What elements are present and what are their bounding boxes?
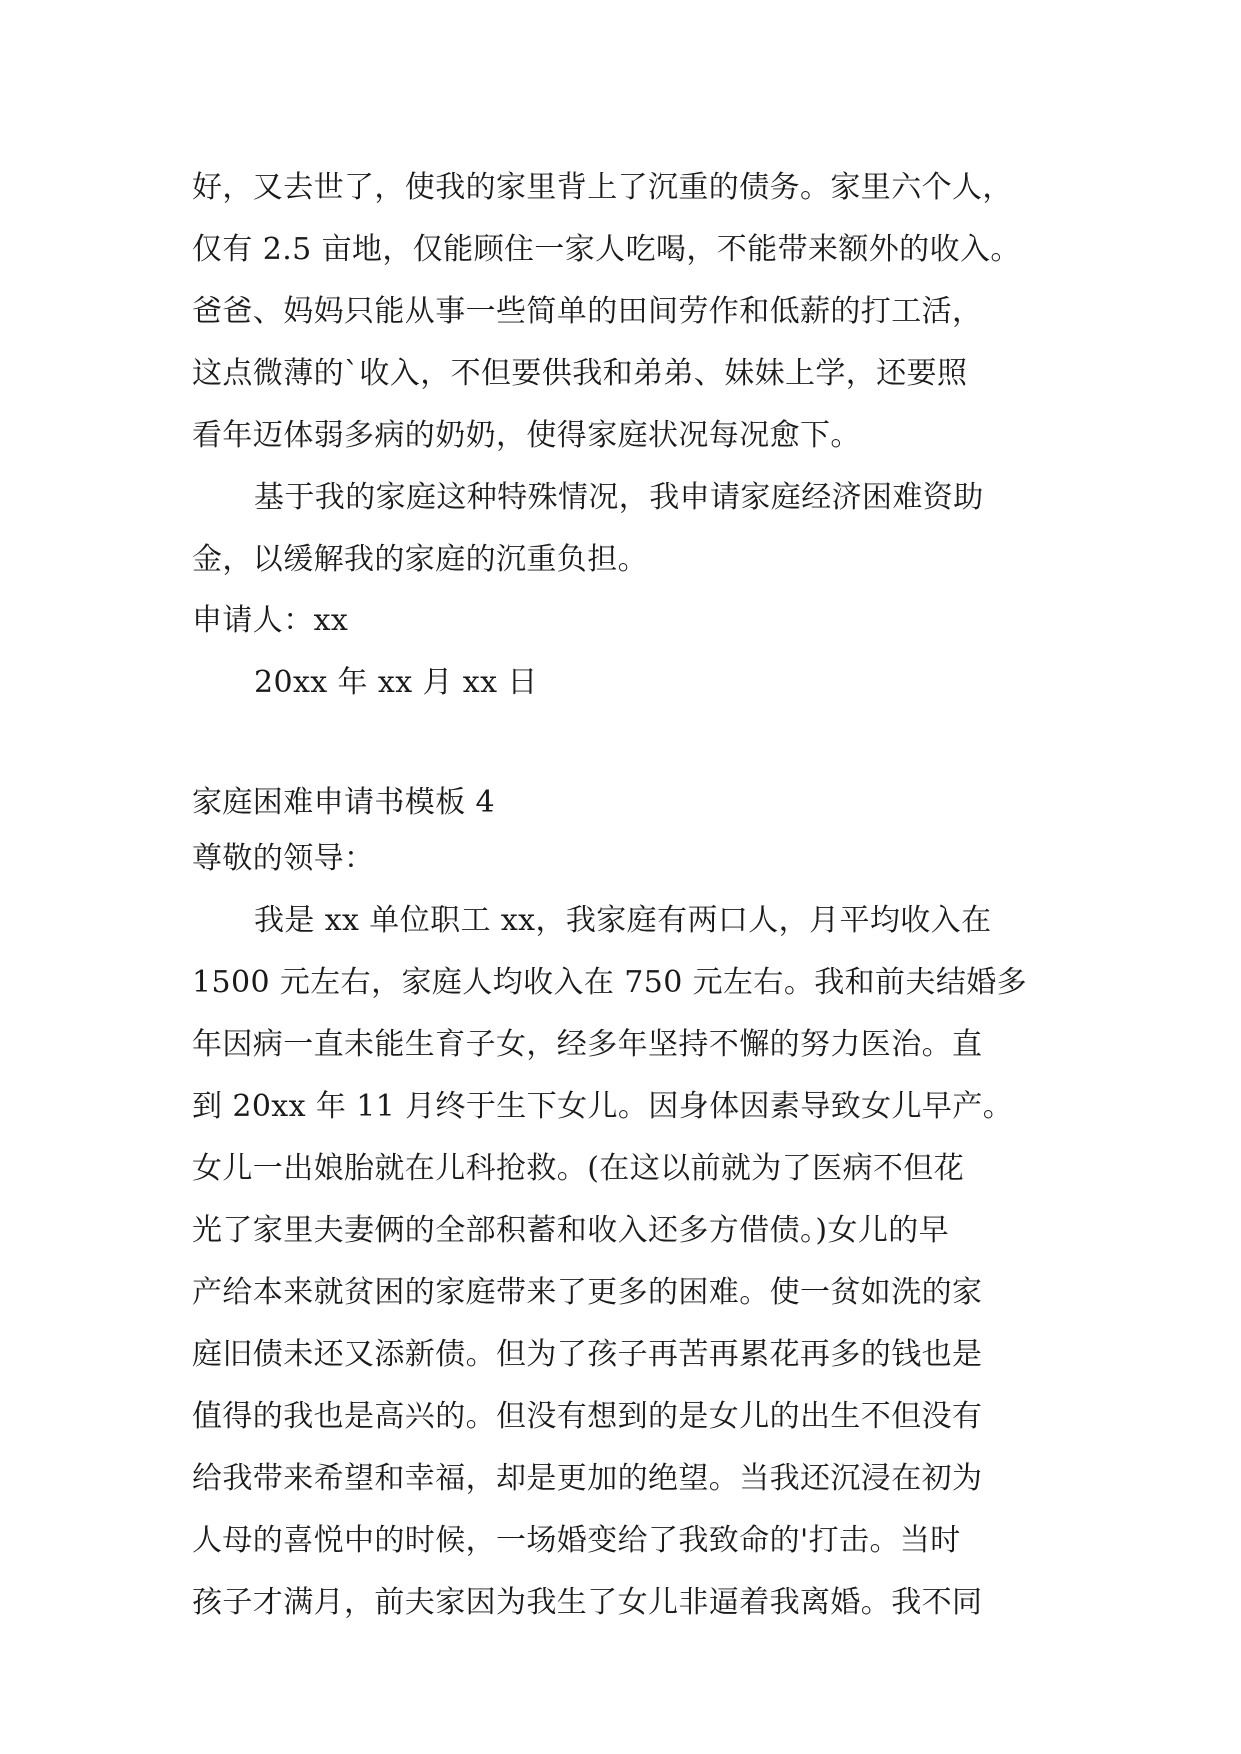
paragraph-line: 仅有 2.5 亩地，仅能顾住一家人吃喝，不能带来额外的收入。 bbox=[192, 232, 1021, 267]
paragraph-line: 产给本来就贫困的家庭带来了更多的困难。使一贫如洗的家 bbox=[192, 1275, 983, 1310]
paragraph-line: 这点微薄的`收入，不但要供我和弟弟、妹妹上学，还要照 bbox=[192, 356, 968, 391]
paragraph-line: 爸爸、妈妈只能从事一些简单的田间劳作和低薪的打工活， bbox=[192, 294, 983, 329]
paragraph-line: 好，又去世了，使我的家里背上了沉重的债务。家里六个人， bbox=[192, 170, 1013, 205]
section-title: 家庭困难申请书模板 4 bbox=[192, 785, 496, 820]
paragraph-line: 我是 xx 单位职工 xx，我家庭有两口人，月平均收入在 bbox=[254, 903, 992, 938]
paragraph-line: 值得的我也是高兴的。但没有想到的是女儿的出生不但没有 bbox=[192, 1399, 983, 1434]
paragraph-line: 孩子才满月，前夫家因为我生了女儿非逼着我离婚。我不同 bbox=[192, 1585, 983, 1620]
paragraph-line: 年因病一直未能生育子女，经多年坚持不懈的努力医治。直 bbox=[192, 1027, 983, 1062]
paragraph-line: 光了家里夫妻俩的全部积蓄和收入还多方借债。)女儿的早 bbox=[192, 1213, 950, 1248]
salutation: 尊敬的领导： bbox=[192, 841, 375, 876]
paragraph-line: 给我带来希望和幸福，却是更加的绝望。当我还沉浸在初为 bbox=[192, 1461, 983, 1496]
paragraph-line: 女儿一出娘胎就在儿科抢救。(在这以前就为了医病不但花 bbox=[192, 1151, 965, 1186]
paragraph-line: 金，以缓解我的家庭的沉重负担。 bbox=[192, 542, 648, 577]
application-date: 20xx 年 xx 月 xx 日 bbox=[254, 665, 538, 700]
paragraph-line: 看年迈体弱多病的奶奶，使得家庭状况每况愈下。 bbox=[192, 418, 861, 453]
paragraph-line: 庭旧债未还又添新债。但为了孩子再苦再累花再多的钱也是 bbox=[192, 1337, 983, 1372]
paragraph-line: 1500 元左右，家庭人均收入在 750 元左右。我和前夫结婚多 bbox=[192, 965, 1028, 1000]
paragraph-line: 人母的喜悦中的时候，一场婚变给了我致命的'打击。当时 bbox=[192, 1523, 961, 1558]
applicant-signature: 申请人：xx bbox=[192, 603, 349, 638]
paragraph-line: 基于我的家庭这种特殊情况，我申请家庭经济困难资助 bbox=[254, 480, 984, 515]
paragraph-line: 到 20xx 年 11 月终于生下女儿。因身体因素导致女儿早产。 bbox=[192, 1089, 1014, 1124]
